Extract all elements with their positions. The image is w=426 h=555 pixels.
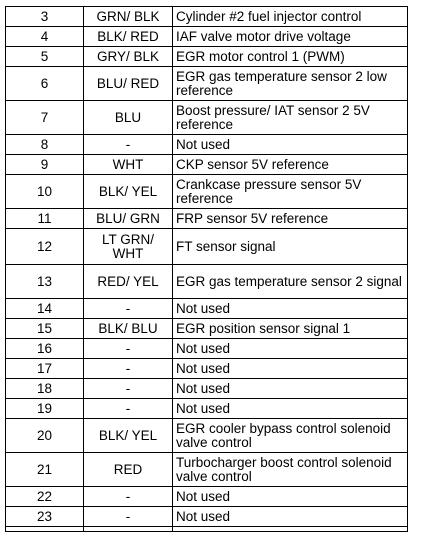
table-row <box>6 27 408 47</box>
circuit-function-cell: EGR cooler bypass control solenoid valve control <box>173 419 408 453</box>
wire-color-cell <box>84 527 173 532</box>
circuit-function-cell: EGR position sensor signal 1 <box>173 319 408 339</box>
wire-color-cell: BLU/ GRN <box>84 209 173 229</box>
pin-number-cell: 23 <box>6 507 84 527</box>
wire-color-cell: GRN/ BLK <box>84 7 173 27</box>
wire-color-cell: BLU <box>84 101 173 135</box>
wire-color-cell: - <box>84 399 173 419</box>
pin-number-cell: 10 <box>6 175 84 209</box>
pin-number-cell: 9 <box>6 155 84 175</box>
circuit-function-cell: Not used <box>173 487 408 507</box>
table-row <box>6 507 408 527</box>
circuit-function-cell: Not used <box>173 299 408 319</box>
pinout-table-body <box>6 7 408 532</box>
pin-number-cell: 16 <box>6 339 84 359</box>
wire-color-cell: BLK/ BLU <box>84 319 173 339</box>
circuit-function-cell: Not used <box>173 399 408 419</box>
circuit-function-cell <box>173 527 408 532</box>
circuit-function-cell: Boost pressure/ IAT sensor 2 5V reference <box>173 101 408 135</box>
circuit-function-cell: IAF valve motor drive voltage <box>173 27 408 47</box>
wire-color-cell: LT GRN/ WHT <box>84 229 173 265</box>
circuit-function-cell: Not used <box>173 339 408 359</box>
circuit-function-cell: EGR gas temperature sensor 2 low reference <box>173 67 408 101</box>
wire-color-cell: - <box>84 299 173 319</box>
table-row <box>6 419 408 453</box>
pin-number-cell: 22 <box>6 487 84 507</box>
wire-color-cell: BLU/ RED <box>84 67 173 101</box>
table-row <box>6 379 408 399</box>
table-row <box>6 359 408 379</box>
table-row <box>6 319 408 339</box>
pin-number-cell: 18 <box>6 379 84 399</box>
connector-pinout-table <box>5 6 408 532</box>
wire-color-cell: - <box>84 507 173 527</box>
wire-color-cell: BLK/ YEL <box>84 175 173 209</box>
table-row <box>6 7 408 27</box>
pin-number-cell: 14 <box>6 299 84 319</box>
pin-number-cell: 8 <box>6 135 84 155</box>
pin-number-cell: 7 <box>6 101 84 135</box>
circuit-function-cell: Turbocharger boost control solenoid valve control <box>173 453 408 487</box>
pin-number-cell: 11 <box>6 209 84 229</box>
wire-color-cell: GRY/ BLK <box>84 47 173 67</box>
wire-color-cell: - <box>84 135 173 155</box>
wire-color-cell: RED/ YEL <box>84 265 173 299</box>
wire-color-cell: - <box>84 339 173 359</box>
circuit-function-cell: Not used <box>173 507 408 527</box>
circuit-function-cell: Cylinder #2 fuel injector control <box>173 7 408 27</box>
circuit-function-cell: CKP sensor 5V reference <box>173 155 408 175</box>
pin-number-cell: 17 <box>6 359 84 379</box>
circuit-function-cell: Crankcase pressure sensor 5V reference <box>173 175 408 209</box>
pin-number-cell: 6 <box>6 67 84 101</box>
circuit-function-cell: Not used <box>173 359 408 379</box>
circuit-function-cell: EGR motor control 1 (PWM) <box>173 47 408 67</box>
wire-color-cell: - <box>84 487 173 507</box>
table-row <box>6 67 408 101</box>
table-row <box>6 527 408 532</box>
wire-color-cell: BLK/ RED <box>84 27 173 47</box>
table-row <box>6 265 408 299</box>
table-row <box>6 47 408 67</box>
wire-color-cell: WHT <box>84 155 173 175</box>
table-row <box>6 229 408 265</box>
table-row <box>6 101 408 135</box>
table-row <box>6 175 408 209</box>
table-row <box>6 135 408 155</box>
table-row <box>6 487 408 507</box>
circuit-function-cell: Not used <box>173 135 408 155</box>
circuit-function-cell: FT sensor signal <box>173 229 408 265</box>
table-row <box>6 339 408 359</box>
circuit-function-cell: FRP sensor 5V reference <box>173 209 408 229</box>
table-row <box>6 453 408 487</box>
table-row <box>6 399 408 419</box>
pin-number-cell: 13 <box>6 265 84 299</box>
wire-color-cell: BLK/ YEL <box>84 419 173 453</box>
pin-number-cell <box>6 527 84 532</box>
pin-number-cell: 20 <box>6 419 84 453</box>
wire-color-cell: RED <box>84 453 173 487</box>
wire-color-cell: - <box>84 359 173 379</box>
table-row <box>6 299 408 319</box>
wire-color-cell: - <box>84 379 173 399</box>
table-row <box>6 209 408 229</box>
pin-number-cell: 19 <box>6 399 84 419</box>
pin-number-cell: 15 <box>6 319 84 339</box>
pin-number-cell: 21 <box>6 453 84 487</box>
pin-number-cell: 12 <box>6 229 84 265</box>
circuit-function-cell: Not used <box>173 379 408 399</box>
pin-number-cell: 5 <box>6 47 84 67</box>
table-row <box>6 155 408 175</box>
circuit-function-cell: EGR gas temperature sensor 2 signal <box>173 265 408 299</box>
pin-number-cell: 4 <box>6 27 84 47</box>
pin-number-cell: 3 <box>6 7 84 27</box>
